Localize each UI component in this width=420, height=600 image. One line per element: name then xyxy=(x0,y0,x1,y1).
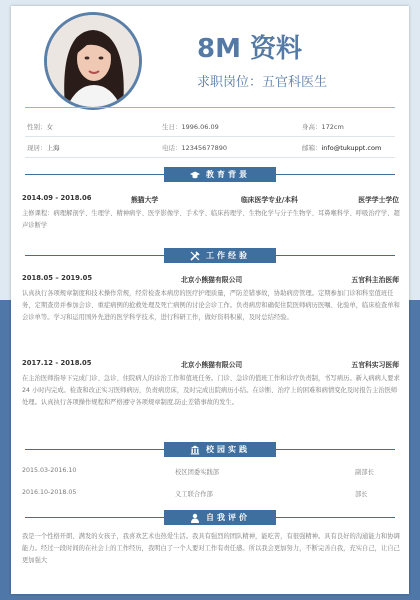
gender-field: 性别：女 xyxy=(27,123,53,131)
phone-field: 电话：12345677890 xyxy=(162,144,227,152)
campus-heading: 校园实践 xyxy=(164,442,276,457)
campus1-role: 副部长 xyxy=(355,469,374,476)
resume-title: 8M 资料 xyxy=(197,34,303,64)
birth-field: 生日：1996.06.09 xyxy=(162,123,219,131)
self-heading: 自我评价 xyxy=(164,510,276,525)
education-courses: 主修课程：病理解剖学、生理学、精神病学、医学影像学、手术学、临床药理学、生物化学与分子生物学、耳鼻喉科学、呼吸治疗学、超声诊断学 xyxy=(22,210,400,229)
info-divider xyxy=(25,136,395,137)
email-field: 邮箱：info@tukuppt.com xyxy=(302,144,382,152)
header-divider xyxy=(25,107,395,108)
education-major: 临床医学专业/本科 xyxy=(241,196,298,204)
graduation-cap-icon xyxy=(190,170,200,180)
job2-period: 2017.12 - 2018.05 xyxy=(22,359,92,367)
campus2-org: 义工联合作部 xyxy=(175,491,213,498)
campus2-role: 部长 xyxy=(355,491,368,498)
education-heading: 教育背景 xyxy=(164,167,276,182)
campus1-org: 校区团委实践部 xyxy=(175,469,220,476)
job1-company: 北京小熊猫有限公司 xyxy=(181,276,243,284)
self-evaluation-text: 我是一个性格开朗、满发的女孩子，我喜欢艺术也热爱生活。我具有强烈的团队精神，能吃苦，有很强精神。具有良好的沟通能力和协调能力。经过一段时间的在社会上的工作经历，我明白了一个人要对工作有责任感。所以我会更加努力，不断完善自我，充实自己，让自己更加强大 xyxy=(22,533,400,564)
education-degree: 医学学士学位 xyxy=(358,196,399,204)
campus-icon xyxy=(190,445,200,455)
education-school: 熊猫大学 xyxy=(131,196,159,204)
job1-period: 2018.05 – 2019.05 xyxy=(22,274,93,282)
job1-description: 认真执行各项规章制度和技术操作常规，经常检查本病房的医疗护理质量，严防差错事故，协助病房管理。定期参加门诊和科室值班任务，定期查房并参加会诊、重症病例的抢救处理及死亡病例的讨论会诊工作。负责病房和确促住院医师病历医嘱、化验单，临床检查单和会诊单等。学习和运用国外先进的医学科学技术，进行科研工作，做好资料积累，及时总结经验。 xyxy=(22,290,400,321)
job2-description: 在主治医师指导下完成门诊、急诊、住院病人的诊治工作和值班任务。门诊、急诊的值班工作和诊疗负责制，书写病历。新入病病人要求 24 小时内完成。检查和改正实习医师病历，负责病房床，及时完成出院病历小结。在诊断、治疗上的困难和病情变化及时报告主治医师处理。认真执行各项操作规程和严格遵守各项规章制度,防止差错事故的发生。 xyxy=(22,375,400,406)
education-period: 2014.09 - 2018.06 xyxy=(22,194,92,202)
job2-role: 五官科实习医师 xyxy=(351,361,399,369)
campus2-period: 2016.10-2018.05 xyxy=(22,489,77,496)
height-field: 身高：172cm xyxy=(302,123,344,131)
info-divider-2 xyxy=(25,157,395,158)
job-position: 求职岗位：五官科医生 xyxy=(197,75,328,90)
resume-paper xyxy=(11,6,409,594)
person-icon xyxy=(190,513,200,523)
portrait-icon xyxy=(47,15,139,107)
experience-heading: 工作经验 xyxy=(164,248,276,263)
profile-photo xyxy=(44,12,142,110)
job2-company: 北京小熊猫有限公司 xyxy=(181,361,243,369)
home-field: 现居：上海 xyxy=(27,144,60,152)
job1-role: 五官科主治医师 xyxy=(351,276,399,284)
tools-icon xyxy=(190,251,200,261)
campus1-period: 2015.03-2016.10 xyxy=(22,467,77,474)
